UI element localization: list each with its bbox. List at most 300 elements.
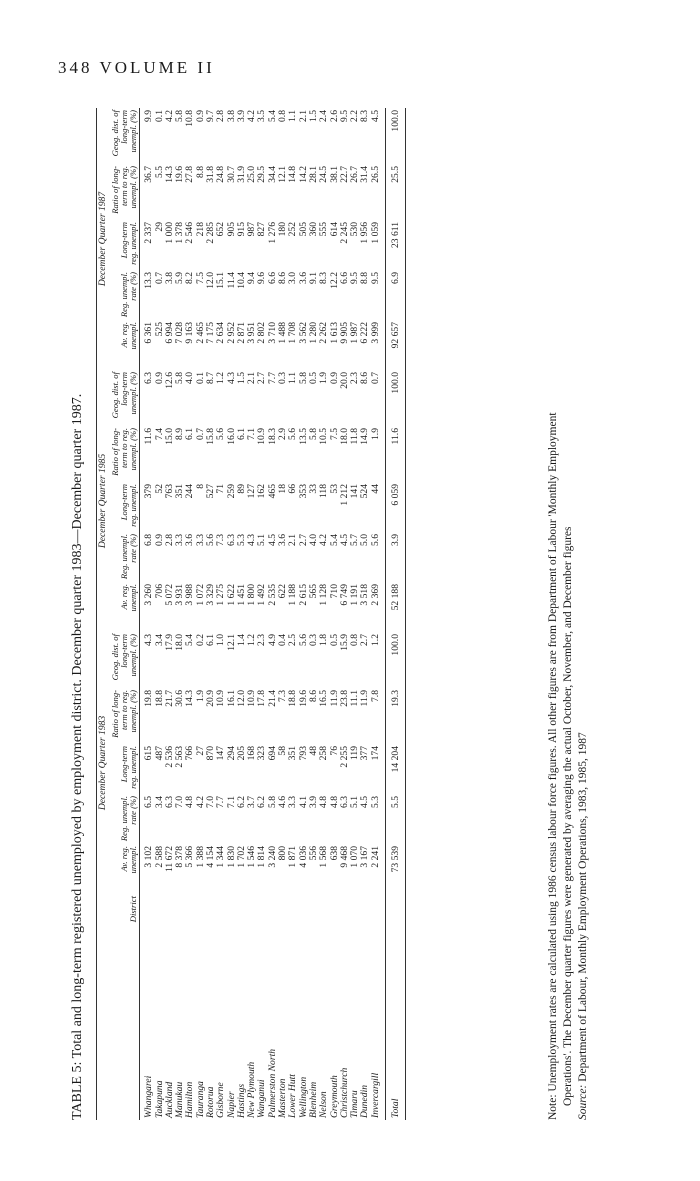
value-cell: 218 xyxy=(194,222,206,237)
value-cell: 5.3 xyxy=(369,796,381,808)
value-cell: 25.5 xyxy=(385,164,405,220)
value-cell: 706 xyxy=(153,584,165,599)
table-row xyxy=(371,108,386,1120)
value-cell: 2.8 xyxy=(163,534,175,546)
district-cell: Christchurch xyxy=(338,1067,350,1118)
value-cell: 14.3 xyxy=(184,690,196,707)
value-cell: 5.6 xyxy=(369,534,381,546)
district-cell: Auckland xyxy=(163,1081,175,1118)
table-row xyxy=(329,108,339,1120)
value-cell: 5 072 xyxy=(163,584,175,606)
district-cell: Timaru xyxy=(349,1090,361,1118)
value-cell: 30.6 xyxy=(174,690,186,707)
note-line-1: Note: Unemployment rates are calculated using 1986 census labour force figures. All other figures are from Department of Labour 'Monthly Employment xyxy=(547,412,559,1120)
value-cell: 2.1 xyxy=(246,372,258,384)
value-cell: 2 262 xyxy=(318,322,330,344)
value-cell: 21.7 xyxy=(163,690,175,707)
value-cell: 1 568 xyxy=(318,846,330,868)
value-cell: 6.3 xyxy=(163,796,175,808)
value-cell: 1 378 xyxy=(174,222,186,244)
column-header: Geog. dist. of long-term unempl. (%) xyxy=(110,108,140,164)
column-header: Av. reg. unempl. xyxy=(110,582,140,632)
value-cell: 71 xyxy=(215,484,227,494)
value-cell: 870 xyxy=(205,746,216,761)
value-cell: 8 378 xyxy=(174,846,186,868)
value-cell: 8.3 xyxy=(359,110,371,122)
value-cell: 8.6 xyxy=(307,690,319,702)
value-cell: 258 xyxy=(318,746,330,761)
value-cell: 7.4 xyxy=(153,428,165,440)
value-cell: 1 814 xyxy=(256,846,268,868)
value-cell: 1 059 xyxy=(369,222,381,244)
value-cell: 1 212 xyxy=(338,484,350,506)
value-cell: 7.3 xyxy=(215,534,227,546)
value-cell: 4.0 xyxy=(307,534,319,546)
value-cell: 1 070 xyxy=(349,846,361,868)
value-cell: 1.2 xyxy=(215,372,227,384)
value-cell: 18 xyxy=(277,484,289,494)
value-cell: 5.8 xyxy=(266,796,278,808)
value-cell: 3.3 xyxy=(174,534,186,546)
value-cell: 3.6 xyxy=(297,272,309,284)
value-cell: 6.3 xyxy=(338,796,350,808)
value-cell: 9.6 xyxy=(256,272,268,284)
value-cell: 3 951 xyxy=(246,322,258,344)
value-cell: 259 xyxy=(225,484,237,499)
value-cell: 4.3 xyxy=(143,634,155,646)
value-cell: 73 539 xyxy=(385,844,405,894)
table-row xyxy=(319,108,329,1120)
value-cell: 29 xyxy=(153,222,165,232)
value-cell: 2 255 xyxy=(338,746,350,768)
value-cell: 6.1 xyxy=(184,428,196,440)
district-cell: Invercargill xyxy=(369,1072,381,1118)
value-cell: 9 468 xyxy=(338,846,350,868)
value-cell: 3 102 xyxy=(143,846,155,868)
value-cell: 353 xyxy=(297,484,309,499)
column-header: Ratio of long-term to reg. unempl. (%) xyxy=(110,688,140,744)
value-cell: 525 xyxy=(153,322,165,337)
value-cell: 1 546 xyxy=(246,846,258,868)
district-cell: Greymouth xyxy=(328,1075,340,1118)
value-cell: 4.1 xyxy=(297,796,309,808)
value-cell: 4.2 xyxy=(246,110,258,122)
value-cell: 0.5 xyxy=(328,634,340,646)
rotated-table-frame xyxy=(70,100,630,1120)
district-header: District xyxy=(110,894,140,1120)
value-cell: 0.1 xyxy=(194,372,206,384)
value-cell: 5.8 xyxy=(307,428,319,440)
value-cell: 2 241 xyxy=(369,846,381,868)
value-cell: 7.8 xyxy=(369,690,381,702)
group-header-1987: December Quarter 1987 xyxy=(97,108,111,370)
value-cell: 5.9 xyxy=(174,272,186,284)
value-cell: 5.5 xyxy=(385,794,405,844)
value-cell: 2 535 xyxy=(266,584,278,606)
value-cell: 23.8 xyxy=(338,690,350,707)
value-cell: 2.7 xyxy=(297,534,309,546)
source-label: Source: xyxy=(577,1084,590,1120)
value-cell: 8.6 xyxy=(359,372,371,384)
value-cell: 2 546 xyxy=(184,222,196,244)
value-cell: 6 749 xyxy=(338,584,350,606)
value-cell: 1 702 xyxy=(235,846,247,868)
value-cell: 7.7 xyxy=(215,796,227,808)
value-cell: 1.2 xyxy=(246,634,258,646)
value-cell: 3 562 xyxy=(297,322,309,344)
value-cell: 44 xyxy=(369,484,381,494)
table-row xyxy=(360,108,370,1120)
value-cell: 19.6 xyxy=(297,690,309,707)
value-cell: 1 622 xyxy=(225,584,237,606)
value-cell: 4.3 xyxy=(225,372,237,384)
value-cell: 2 465 xyxy=(194,322,206,344)
value-cell: 180 xyxy=(277,222,289,237)
value-cell: 5.0 xyxy=(359,534,371,546)
value-cell: 800 xyxy=(277,846,289,861)
group-header-1985: December Quarter 1985 xyxy=(97,370,111,632)
source-line xyxy=(576,130,591,1120)
value-cell: 2 563 xyxy=(174,746,186,768)
value-cell: 6 361 xyxy=(143,322,155,344)
value-cell: 2 588 xyxy=(153,846,165,868)
value-cell: 9.7 xyxy=(205,110,216,122)
value-cell: 29.5 xyxy=(256,166,268,183)
value-cell: 0.5 xyxy=(307,372,319,384)
page-header xyxy=(58,58,215,78)
column-header: Ratio of long-term to reg. unempl. (%) xyxy=(110,426,140,482)
column-header: Geog. dist. of long-term unempl. (%) xyxy=(110,370,140,426)
value-cell: 10.9 xyxy=(246,690,258,707)
value-cell: 18.3 xyxy=(266,428,278,445)
value-cell: 2 634 xyxy=(215,322,227,344)
value-cell: 1 276 xyxy=(266,222,278,244)
district-cell: Dunedin xyxy=(359,1084,371,1118)
value-cell: 15.0 xyxy=(163,428,175,445)
table-row xyxy=(185,108,195,1120)
value-cell: 6.5 xyxy=(143,796,155,808)
column-header: Geog. dist. of long-term unempl. (%) xyxy=(110,632,140,688)
value-cell: 3 240 xyxy=(266,846,278,868)
table-row xyxy=(257,108,267,1120)
value-cell: 5.6 xyxy=(297,634,309,646)
value-cell: 6.1 xyxy=(205,634,216,646)
value-cell: 141 xyxy=(349,484,361,499)
value-cell: 2 871 xyxy=(235,322,247,344)
district-cell: Gisborne xyxy=(215,1082,227,1118)
table-row xyxy=(140,108,155,1120)
value-cell: 1 492 xyxy=(256,584,268,606)
value-cell: 7 175 xyxy=(205,322,216,344)
value-cell: 5.8 xyxy=(297,372,309,384)
value-cell: 18.8 xyxy=(287,690,299,707)
value-cell: 5.6 xyxy=(205,534,216,546)
value-cell: 3.5 xyxy=(256,110,268,122)
value-cell: 1 488 xyxy=(277,322,289,344)
value-cell: 16.5 xyxy=(318,690,330,707)
value-cell: 4.2 xyxy=(194,796,206,808)
value-cell: 6.3 xyxy=(225,534,237,546)
value-cell: 3 931 xyxy=(174,584,186,606)
value-cell: 1 388 xyxy=(194,846,206,868)
district-cell: Hamilton xyxy=(184,1081,196,1118)
value-cell: 1.1 xyxy=(287,110,299,122)
column-header: Long-term reg. unempl. xyxy=(110,220,140,270)
value-cell: 4.2 xyxy=(163,110,175,122)
value-cell: 1.0 xyxy=(215,634,227,646)
value-cell: 4.2 xyxy=(318,534,330,546)
district-cell: Palmerston North xyxy=(266,1048,278,1118)
value-cell: 76 xyxy=(328,746,340,756)
value-cell: 52 188 xyxy=(385,582,405,632)
value-cell: 351 xyxy=(287,746,299,761)
value-cell: 252 xyxy=(287,222,299,237)
value-cell: 763 xyxy=(163,484,175,499)
value-cell: 1.5 xyxy=(235,372,247,384)
value-cell: 638 xyxy=(328,846,340,861)
value-cell: 24.5 xyxy=(318,166,330,183)
value-cell: 360 xyxy=(307,222,319,237)
value-cell: 14.8 xyxy=(287,166,299,183)
value-cell: 13.3 xyxy=(143,272,155,289)
value-cell: 12.1 xyxy=(277,166,289,183)
value-cell: 12.2 xyxy=(328,272,340,289)
value-cell: 7.5 xyxy=(328,428,340,440)
value-cell: 6.3 xyxy=(143,372,155,384)
value-cell: 7.3 xyxy=(277,690,289,702)
value-cell: 53 xyxy=(328,484,340,494)
value-cell: 1 987 xyxy=(349,322,361,344)
value-cell: 11.9 xyxy=(359,690,371,707)
value-cell: 3.8 xyxy=(225,110,237,122)
value-cell: 31.8 xyxy=(205,166,216,183)
value-cell: 31.9 xyxy=(235,166,247,183)
value-cell: 1.9 xyxy=(194,690,206,702)
value-cell: 530 xyxy=(349,222,361,237)
value-cell: 0.9 xyxy=(328,372,340,384)
value-cell: 3.3 xyxy=(194,534,206,546)
value-cell: 11.4 xyxy=(225,272,237,289)
value-cell: 2 615 xyxy=(297,584,309,606)
table-row xyxy=(309,108,319,1120)
value-cell: 5.8 xyxy=(174,372,186,384)
value-cell: 100.0 xyxy=(385,108,405,164)
value-cell: 905 xyxy=(225,222,237,237)
column-header: Reg. unempl. rate (%) xyxy=(110,794,140,844)
value-cell: 565 xyxy=(307,584,319,599)
value-cell: 15.8 xyxy=(205,428,216,445)
value-cell: 4.5 xyxy=(369,110,381,122)
district-cell: Nelson xyxy=(318,1091,330,1118)
value-cell: 18.0 xyxy=(174,634,186,651)
value-cell: 6.8 xyxy=(143,534,155,546)
value-cell: 14.2 xyxy=(297,166,309,183)
table-title: TABLE 5: Total and long-term registered unemployed by employment district. December quarter 1983—December quarter 1987. xyxy=(70,393,85,1120)
value-cell: 11.8 xyxy=(349,428,361,445)
value-cell: 2.1 xyxy=(287,534,299,546)
value-cell: 6.6 xyxy=(338,272,350,284)
table-row xyxy=(216,108,226,1120)
value-cell: 3 710 xyxy=(266,322,278,344)
table-row xyxy=(154,108,164,1120)
value-cell: 26.5 xyxy=(369,166,381,183)
value-cell: 174 xyxy=(369,746,381,761)
value-cell: 2 245 xyxy=(338,222,350,244)
value-cell: 33 xyxy=(307,484,319,494)
value-cell: 14.3 xyxy=(163,166,175,183)
value-cell: 6 059 xyxy=(385,482,405,532)
district-cell: Napier xyxy=(225,1091,237,1118)
district-cell: Tauranga xyxy=(194,1081,206,1118)
value-cell: 6 994 xyxy=(163,322,175,344)
value-cell: 2.5 xyxy=(287,634,299,646)
value-cell: 3.0 xyxy=(287,272,299,284)
table-row xyxy=(299,108,309,1120)
value-cell: 1 830 xyxy=(225,846,237,868)
district-cell: Manukau xyxy=(174,1081,186,1118)
value-cell: 793 xyxy=(297,746,309,761)
value-cell: 119 xyxy=(349,746,361,761)
value-cell: 622 xyxy=(277,584,289,599)
table-row xyxy=(175,108,185,1120)
value-cell: 9.5 xyxy=(338,110,350,122)
value-cell: 6.1 xyxy=(235,428,247,440)
value-cell: 12.0 xyxy=(205,272,216,289)
value-cell: 168 xyxy=(246,746,258,761)
value-cell: 205 xyxy=(235,746,247,761)
value-cell: 3.6 xyxy=(184,534,196,546)
value-cell: 66 xyxy=(287,484,299,494)
value-cell: 22.7 xyxy=(338,166,350,183)
value-cell: 10.8 xyxy=(184,110,196,127)
value-cell: 1 344 xyxy=(215,846,227,868)
value-cell: 2 337 xyxy=(143,222,155,244)
value-cell: 11.6 xyxy=(143,428,155,445)
value-cell: 4.0 xyxy=(184,372,196,384)
value-cell: 0.2 xyxy=(194,634,206,646)
value-cell: 2.7 xyxy=(256,372,268,384)
value-cell: 12.6 xyxy=(163,372,175,389)
total-row xyxy=(385,108,405,1120)
value-cell: 1 280 xyxy=(307,322,319,344)
value-cell: 1 275 xyxy=(215,584,227,606)
value-cell: 4 154 xyxy=(205,846,216,868)
column-header: Long-term reg. unempl. xyxy=(110,744,140,794)
value-cell: 0.4 xyxy=(277,634,289,646)
value-cell: 28.1 xyxy=(307,166,319,183)
value-cell: 4.5 xyxy=(338,534,350,546)
value-cell: 0.3 xyxy=(277,372,289,384)
value-cell: 7.7 xyxy=(266,372,278,384)
district-cell: Wellington xyxy=(297,1076,309,1118)
rotated-content xyxy=(70,100,630,1120)
district-cell: Blenheim xyxy=(307,1081,319,1118)
value-cell: 556 xyxy=(307,846,319,861)
table-row xyxy=(268,108,278,1120)
value-cell: 694 xyxy=(266,746,278,761)
value-cell: 1 128 xyxy=(318,584,330,606)
value-cell: 10.5 xyxy=(318,428,330,445)
value-cell: 8.7 xyxy=(205,372,216,384)
source-text: Department of Labour, Monthly Employment Operations, 1983, 1985, 1987 xyxy=(577,732,590,1082)
value-cell: 3.7 xyxy=(246,796,258,808)
district-cell: Whangarei xyxy=(143,1075,155,1118)
value-cell: 379 xyxy=(143,484,155,499)
value-cell: 351 xyxy=(174,484,186,499)
value-cell: 0.9 xyxy=(153,372,165,384)
value-cell: 2 802 xyxy=(256,322,268,344)
value-cell: 16.0 xyxy=(225,428,237,445)
value-cell: 26.7 xyxy=(349,166,361,183)
value-cell: 4.9 xyxy=(266,634,278,646)
value-cell: 9.5 xyxy=(369,272,381,284)
value-cell: 6.2 xyxy=(256,796,268,808)
value-cell: 3.3 xyxy=(287,796,299,808)
value-cell: 21.4 xyxy=(266,690,278,707)
value-cell: 615 xyxy=(143,746,155,761)
value-cell: 1 956 xyxy=(359,222,371,244)
value-cell: 5.8 xyxy=(174,110,186,122)
value-cell: 487 xyxy=(153,746,165,761)
value-cell: 3.9 xyxy=(235,110,247,122)
value-cell: 31.4 xyxy=(359,166,371,183)
value-cell: 1 072 xyxy=(194,584,206,606)
value-cell: 23 611 xyxy=(385,220,405,270)
value-cell: 4.8 xyxy=(318,796,330,808)
unemployment-table xyxy=(96,108,406,1120)
value-cell: 0.7 xyxy=(194,428,206,440)
value-cell: 0.7 xyxy=(153,272,165,284)
value-cell: 7 028 xyxy=(174,322,186,344)
value-cell: 11.9 xyxy=(328,690,340,707)
note-line-2: Operations'. The December quarter figures were generated by averaging the actual October, November, and December figures xyxy=(562,526,575,1106)
value-cell: 0.9 xyxy=(153,534,165,546)
district-cell: Masterton xyxy=(277,1078,289,1118)
district-cell: Rotorua xyxy=(205,1086,216,1118)
value-cell: 915 xyxy=(235,222,247,237)
district-cell: New Plymouth xyxy=(246,1061,258,1118)
table-notes xyxy=(546,130,592,1120)
value-cell: 4 036 xyxy=(297,846,309,868)
value-cell: 17.8 xyxy=(256,690,268,707)
value-cell: 5.4 xyxy=(184,634,196,646)
value-cell: 0.9 xyxy=(194,110,206,122)
value-cell: 2.9 xyxy=(277,428,289,440)
value-cell: 5.1 xyxy=(256,534,268,546)
value-cell: 2.8 xyxy=(215,110,227,122)
value-cell: 323 xyxy=(256,746,268,761)
value-cell: 17.9 xyxy=(163,634,175,651)
table-row xyxy=(340,108,350,1120)
value-cell: 1.2 xyxy=(369,634,381,646)
value-cell: 38.1 xyxy=(328,166,340,183)
value-cell: 710 xyxy=(328,584,340,599)
value-cell: 162 xyxy=(256,484,268,499)
value-cell: 505 xyxy=(297,222,309,237)
value-cell: 4.8 xyxy=(184,796,196,808)
value-cell: 465 xyxy=(266,484,278,499)
value-cell: 18.0 xyxy=(338,428,350,445)
value-cell: 2.3 xyxy=(256,634,268,646)
value-cell: 1 613 xyxy=(328,322,340,344)
value-cell: 4.5 xyxy=(359,796,371,808)
value-cell: 5.3 xyxy=(235,534,247,546)
value-cell: 11.6 xyxy=(385,426,405,482)
value-cell: 14.9 xyxy=(359,428,371,445)
value-cell: 1 871 xyxy=(287,846,299,868)
value-cell: 4.8 xyxy=(328,796,340,808)
value-cell: 92 657 xyxy=(385,320,405,370)
